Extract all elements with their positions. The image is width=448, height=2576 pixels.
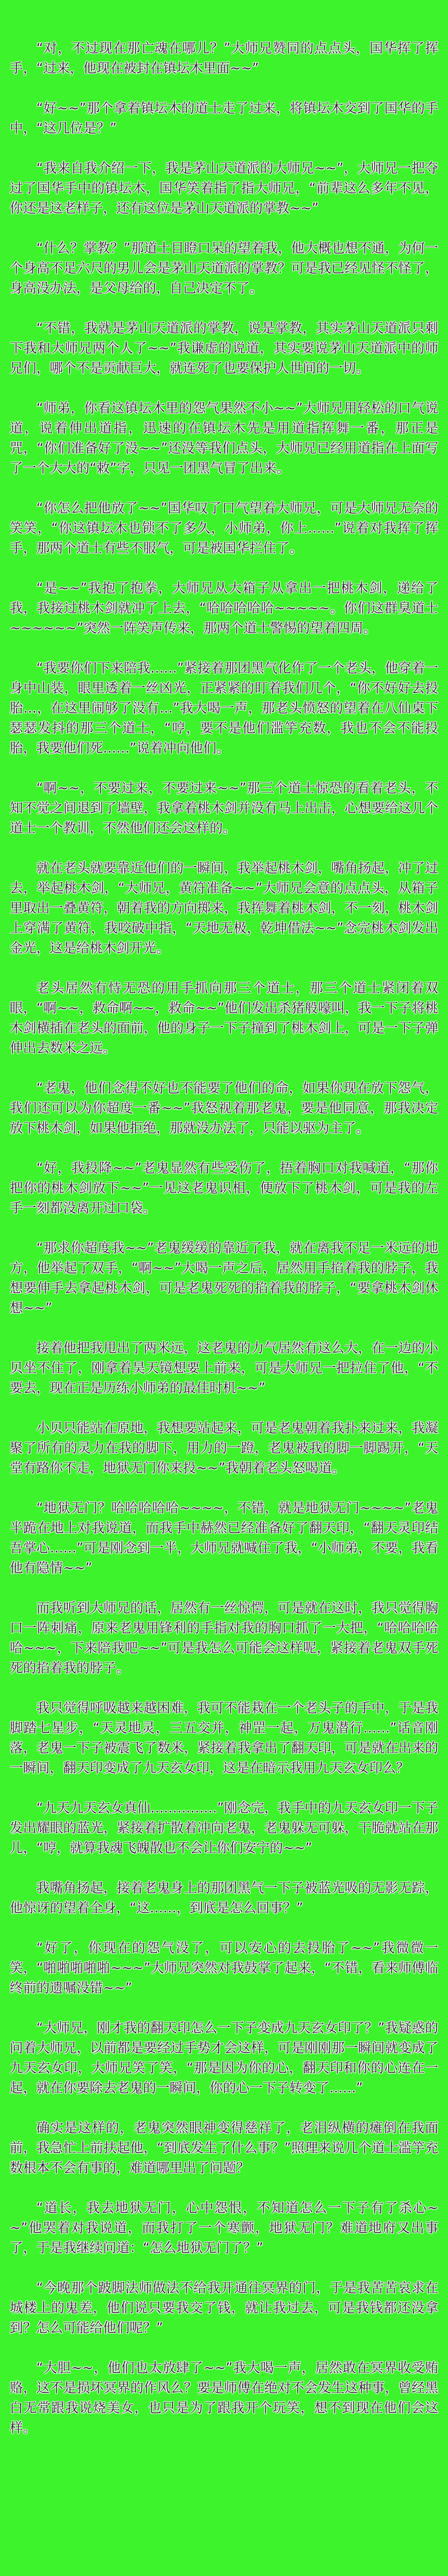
paragraph: “你怎么把他放了~~”国华叹了口气望着大师兄，可是大师兄无奈的笑笑，“你这镇坛木也锁不了多久，小师弟，你上……”说着对我挥了挥手，那两个道士有些不服气，可是被国华拦住了。 <box>10 501 438 556</box>
paragraph: “道长，我去地狱无门，心中怨恨，不知道怎么一下子有了杀心~~”他哭着对我说道，而我打了一个寒颤，地狱无门？难道地府又出事了，于是我继续问道：“怎么地狱无门了？” <box>10 2201 438 2256</box>
paragraph: “是~~”我抱了抱拳，大师兄从大箱子从拿出一把桃木剑，递给了我，我接过桃木剑就冲了上去，“哈哈哈哈哈~~~~~。你们这群臭道士~~~~~~”突然一阵笑声传来，那两个道士警惕的望着四周。 <box>10 581 438 636</box>
paragraph: “地狱无门？哈哈哈哈哈~~~~，不错，就是地狱无门~~~~”老鬼半跪在地上对我说道，而我手中赫然已经准备好了翻天印，“翻天灵印结吾掌心……”可是刚念到一半，大师兄就喊住了我，“小师弟，不要，我看他有隐情~~” <box>10 1501 438 1576</box>
paragraph: “不错，我就是茅山天道派的掌教，说是掌教，其实茅山天道派只剩下我和大师兄两个人了~~”我谦虚的说道，其实要说茅山天道派中的师兄们，哪个不是贡献巨大，就连死了也要保护人世间的一切。 <box>10 321 438 376</box>
paragraph: “我来自我介绍一下，我是茅山天道派的大师兄~~”，大师兄一把夺过了国华手中的镇坛木，国华笑着指了指大师兄，“前辈这么多年不见，你还是这老样子，还有这位是茅山天道派的掌教~~” <box>10 161 438 216</box>
paragraph: 小贝只能站在原地，我想要站起来，可是老鬼朝着我扑来过来，我凝聚了所有的灵力在我的脚下，用力的一蹬，老鬼被我的脚一脚踢开，“天堂有路你不走，地狱无门你来投~~”我朝着老头怒喝道。 <box>10 1421 438 1476</box>
paragraph: “我要你们下来陪我……”紧接着那团黑气化作了一个老头，他穿着一身中山装，眼里透着一丝凶光，正紧紧的盯着我们几个，“你不好好去投胎…，在这里闹够了没有…”我大喝一声，那老头愤怒的望着在八仙桌下瑟瑟发抖的那三个道士，“哼，要不是他们滥竽充数，我也不会不能投胎，我要他们死……”说着冲向他们。 <box>10 661 438 756</box>
paragraph: “好~~”那个拿着镇坛木的道士走了过来，将镇坛木交到了国华的手中，“这几位是？” <box>10 101 438 136</box>
paragraph: “师弟，你看这镇坛木里的怨气果然不小~~”大师兄用轻松的口气说道，说着伸出道指，迅速的在镇坛木先是用道指挥舞一番，那正是咒，“你们准备好了没~~”还没等我们点头，大师兄已经用道指在上面写了一个大大的“敕”字，只见一团黑气冒了出来。 <box>10 401 438 476</box>
paragraph: “那求你超度我~~”老鬼缓缓的靠近了我，就在离我不足一米远的地方，他举起了双手，“啊~~”大喝一声之后，居然用手掐着我的脖子，我想要伸手去拿起桃木剑，可是老鬼死死的掐着我的脖子，“要拿桃木剑休想~~” <box>10 1241 438 1316</box>
paragraph: 确实是这样的，老鬼突然眼神变得慈祥了，老泪纵横的瘫倒在我面前，我急忙上前扶起他，“到底发生了什么事？”照理来说几个道士滥竽充数根本不会有事的，难道哪里出了问题？ <box>10 2121 438 2176</box>
paragraph: 我嘴角扬起，接着老鬼身上的那团黑气一下子被蓝光吸的无影无踪，他惊讶的望着全身，“这……，到底是怎么回事？” <box>10 1881 438 1916</box>
paragraph: 老头居然有恃无恐的用手抓向那三个道士，那三个道士紧闭着双眼，“啊~~，救命啊~~，救命~~”他们发出杀猪般嚎叫，我一下子将桃木剑横插在老头的面前，他的身子一下子撞到了桃木剑上，可是一下子弹伸出去数米之远。 <box>10 981 438 1056</box>
paragraph: “好了，你现在的怨气没了，可以安心的去投胎了~~”我微微一笑，“啪啪啪啪啪~~~”大师兄突然对我鼓掌了起来，“不错，看来师傅临终前的遗嘱没错~~” <box>10 1941 438 1996</box>
paragraph: “九天九天玄女真仙……………”刚念完，我手中的九天玄女印一下子发出耀眼的蓝光，紧接着扩散着冲向老鬼，老鬼躲无可躲，干脆就站在那儿，“哼，就算我魂飞魄散也不会让你们安宁的~~” <box>10 1801 438 1856</box>
paragraph: “好，我投降~~”老鬼显然有些受伤了，捂着胸口对我喊道，“那你把你的桃木剑放下~~”一见这老鬼识相，便放下了桃木剑，可是我的左手一刻都没离开过口袋。 <box>10 1161 438 1216</box>
paragraph: “啊~~，不要过来，不要过来~~”那三个道士惊恐的看着老头，不知不觉之间退到了墙壁，我拿着桃木剑并没有马上出击，心想要给这几个道士一个教训，不然他们还会这样的。 <box>10 781 438 836</box>
paragraph: “老鬼，他们念得不好也不能要了他们的命，如果你现在放下怨气，我们还可以为你超度一番~~”我怒视着那老鬼，要是他同意，那我决定放下桃木剑，如果他拒绝，那就没办法了，只能以驱为主了。 <box>10 1081 438 1136</box>
paragraph: “对，不过现在那亡魂在哪儿？”大师兄赞同的点点头，国华挥了挥手，“过来，他现在被封在镇坛木里面~~” <box>10 41 438 76</box>
paragraph: 接着他把我甩出了两米远，这老鬼的力气居然有这么大，在一边的小贝坐不住了，刚拿着昊天镜想要上前来，可是大师兄一把拉住了他，“不要去，现在正是历练小师弟的最佳时机~~” <box>10 1341 438 1396</box>
paragraph: 而我听到大师兄的话，居然有一丝惊愕，可是就在这时，我只觉得胸口一阵刺痛，原来老鬼用锋利的手指对我的胸口抓了一大把，“哈哈哈哈哈~~~，下来陪我吧~~”可是我怎么可能会这样呢，紧接着老鬼双手死死的掐着我的脖子。 <box>10 1601 438 1676</box>
paragraph: “大师兄，刚才我的翻天印怎么一下子变成九天玄女印了？”我疑惑的问着大师兄，以前都是要经过手势才会这样，可是刚刚那一瞬间就变成了九天玄女印，大师兄笑了笑，“那是因为你的心，翻天印和你的心连在一起，就在你要除去老鬼的一瞬间，你的心一下子转变了……” <box>10 2021 438 2096</box>
paragraph: 我只觉得呼吸越来越困难，我可不能栽在一个老头子的手中，于是我脚踏七星步，“天灵地灵，三五交并，神罡一起，万鬼潜行……”话音刚落，老鬼一下子被震飞了数米，紧接着我拿出了翻天印，可是就在出来的一瞬间，翻天印变成了九天玄女印，这是在暗示我用九天玄女印么？ <box>10 1701 438 1776</box>
paragraph: 就在老头就要靠近他们的一瞬间，我举起桃木剑，嘴角扬起，冲了过去，举起桃木剑，“大师兄，黄符准备~~”大师兄会意的点点头，从箱子里取出一叠黄符，朝着我的方向掷来，我挥舞着桃木剑，不一刻，桃木剑上穿满了黄符，我咬破中指，“天地无极，乾坤借法~~”念完桃木剑发出金光，这是给桃木剑开光。 <box>10 861 438 956</box>
paragraph: “什么？掌教？”那道士目瞪口呆的望着我，他大概也想不通，为何一个身高不足六尺的男儿会是茅山天道派的掌教？可是我已经见怪不怪了，身高没办法，是父母给的，自己决定不了。 <box>10 241 438 296</box>
paragraph: “今晚那个跛脚法师做法不给我开通往冥界的门，于是我苦苦哀求在城楼上的鬼差，他们说只要我交了钱，就让我过去，可是我钱都还没拿到？怎么可能给他们呢？” <box>10 2281 438 2336</box>
paragraph: “大胆~~，他们也太放肆了~~”我大喝一声，居然敢在冥界收受贿赂，这不是损坏冥界的作风么？要是师傅在绝对不会发生这种事，曾经黑白无常跟我说烧美女，也只是为了跟我开个玩笑，想不到现在他们会这样。 <box>10 2361 438 2436</box>
